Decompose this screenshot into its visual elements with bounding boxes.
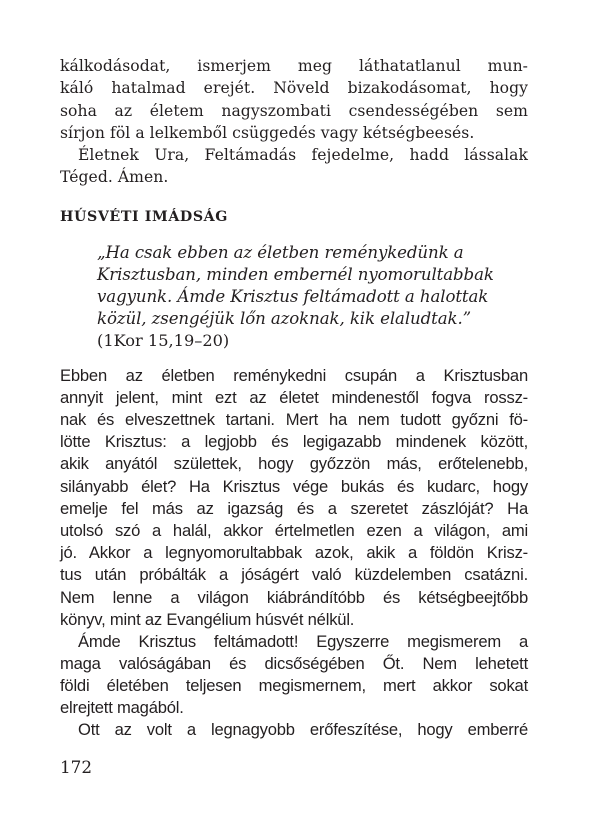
body-line: silányabb élet? Ha Krisztus vége bukás és kudarc, hogy <box>60 477 528 496</box>
intro-line: soha az életem nagyszombati csendességében sem <box>60 102 528 120</box>
quote-citation: (1Kor 15,19–20) <box>97 331 230 350</box>
body-line: nak és elveszettnek tartani. Mert ha nem tudott győzni fö- <box>60 410 528 429</box>
intro-line: Életnek Ura, Feltámadás fejedelme, hadd lássalak <box>78 146 528 164</box>
quote-line: „Ha csak ebben az életben reménykedünk a <box>97 243 464 262</box>
intro-line: kálkodásodat, ismerjem meg láthatatlanul mun- <box>60 57 528 75</box>
body-line: Ámde Krisztus feltámadott! Egyszerre megismerem a <box>78 632 528 651</box>
body-line: Ott az volt a legnagyobb erőfeszítése, hogy emberré <box>78 720 528 739</box>
body-line: annyit jelent, mint ezt az életet mindenestől fogva rossz- <box>60 388 528 407</box>
body-line: emelje fel más az igazság és a szeretet zászlóját? Ha <box>60 499 528 518</box>
quote-line: vagyunk. Ámde Krisztus feltámadott a halottak <box>97 287 489 306</box>
body-line: maga valóságában és dicsőségében Őt. Nem lehetett <box>60 654 528 673</box>
body-line: akik anyától születtek, hogy győzzön más, erőtelenebb, <box>60 454 528 473</box>
quote-line: Krisztusban, minden embernél nyomorultabbak <box>97 265 494 284</box>
intro-line: káló hatalmad erejét. Növeld bizakodásomat, hogy <box>60 79 528 97</box>
intro-line: Téged. Ámen. <box>60 168 169 186</box>
body-line: tus után próbálták a jóságért való küzdelemben csatázni. <box>60 565 528 584</box>
body-line: utolsó szó a halál, akkor értelmetlen ezen a világon, ami <box>60 521 528 540</box>
quote-line: közül, zsengéjük lőn azoknak, kik elaludtak.” <box>97 309 472 328</box>
page-number: 172 <box>60 757 93 777</box>
section-heading: HÚSVÉTI IMÁDSÁG <box>60 209 228 225</box>
intro-line: sírjon föl a lelkemből csüggedés vagy kétségbeesés. <box>60 124 475 142</box>
body-line: Ebben az életben reménykedni csupán a Krisztusban <box>60 366 528 385</box>
body-line: könyv, mint az Evangélium húsvét nélkül. <box>60 610 355 629</box>
body-line: lötte Krisztus: a legjobb és legigazabb mindenek között, <box>60 432 528 451</box>
body-line: Nem lenne a világon kiábrándítóbb és kétségbeejtőbb <box>60 588 528 607</box>
body-line: elrejtett magából. <box>60 698 184 717</box>
body-line: jó. Akkor a legnyomorultabbak azok, akik a földön Krisz- <box>60 543 528 562</box>
body-line: földi életében teljesen megismernem, mert akkor sokat <box>60 676 528 695</box>
